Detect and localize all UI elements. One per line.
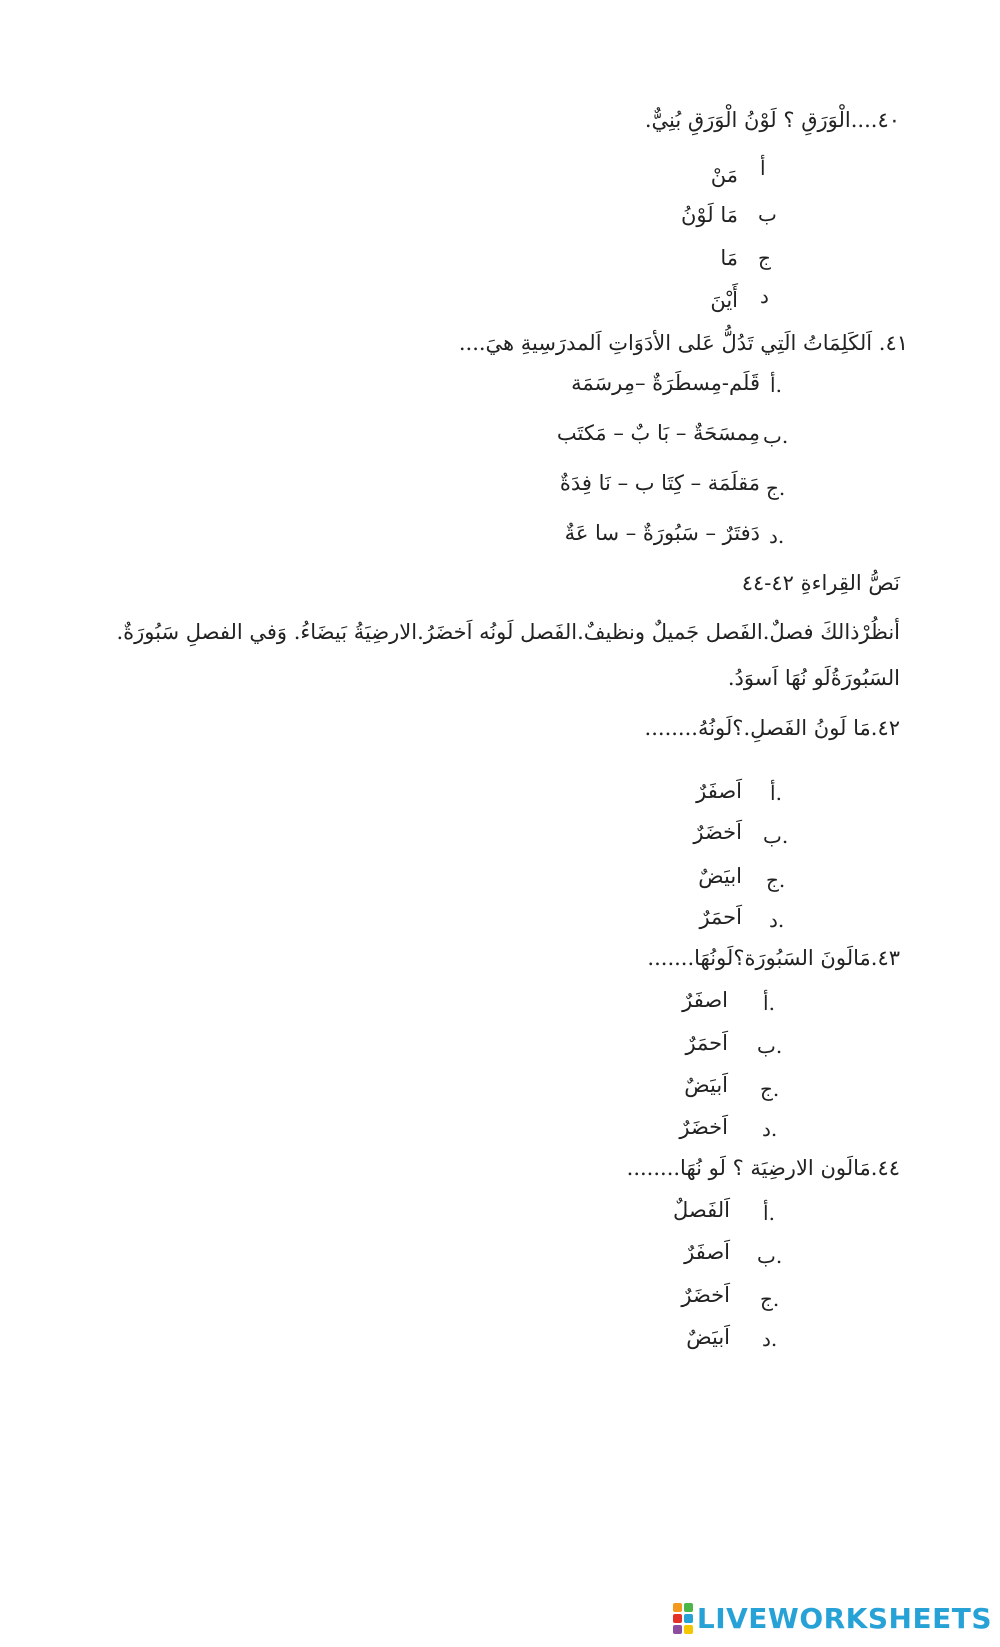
q44-option-c-text[interactable]: اَخضَرٌ	[681, 1283, 730, 1307]
liveworksheets-logo	[673, 1602, 992, 1635]
q41-option-b-letter: ب.	[763, 424, 789, 448]
logo-color-block	[673, 1625, 682, 1634]
q43-option-d-text[interactable]: اَخضَرٌ	[679, 1115, 728, 1139]
logo-color-block	[684, 1614, 693, 1623]
q40-option-b-letter: ب	[758, 202, 777, 226]
q44-option-b-letter: ب.	[757, 1244, 783, 1268]
logo-color-block	[684, 1603, 693, 1612]
q41-option-c-text[interactable]: مَقلَمَة – كِتَا ب – نَا فِدَةٌ	[559, 471, 760, 495]
logo-color-block	[673, 1603, 682, 1612]
question-44-stem: ٤٤.مَالَون الارضِيَة ؟ لَو نُهَا........	[626, 1156, 900, 1180]
q43-option-a-text[interactable]: اصفَرٌ	[682, 988, 728, 1012]
q41-option-d-letter: د.	[769, 524, 785, 548]
q40-option-b-text[interactable]: مَا لَوْنُ	[681, 203, 738, 227]
q40-option-a-text[interactable]: مَنْ	[710, 163, 738, 187]
q44-option-a-text[interactable]: اَلفَصلٌ	[673, 1198, 730, 1222]
q41-option-c-letter: ج.	[766, 476, 786, 500]
reading-title: نَصُّ القِراءةِ ٤٢-٤٤	[741, 571, 900, 595]
q44-option-b-text[interactable]: اَصفَرٌ	[684, 1240, 730, 1264]
q43-option-b-letter: ب.	[757, 1034, 783, 1058]
q42-option-c-text[interactable]: ابيَضٌ	[698, 864, 742, 888]
q44-option-c-letter: ج.	[760, 1287, 780, 1311]
q43-option-c-letter: ج.	[760, 1077, 780, 1101]
q42-option-a-letter: أ.	[770, 781, 782, 805]
q43-option-c-text[interactable]: اَبيَضٌ	[684, 1073, 728, 1097]
q43-option-b-text[interactable]: اَحمَرٌ	[685, 1031, 728, 1055]
q42-option-c-letter: ج.	[766, 868, 786, 892]
question-40-stem: ٤٠....الْوَرَقِ ؟ لَوْنُ الْوَرَقِ بُنِيٌّ.	[644, 108, 900, 132]
q44-option-a-letter: أ.	[763, 1201, 775, 1225]
logo-color-block	[684, 1625, 693, 1634]
q40-option-c-text[interactable]: مَا	[720, 246, 738, 270]
q43-option-a-letter: أ.	[763, 991, 775, 1015]
liveworksheets-logo-icon	[673, 1603, 693, 1634]
q42-option-d-letter: د.	[769, 908, 785, 932]
q41-option-a-letter: أ.	[770, 373, 782, 397]
liveworksheets-logo-text: LIVEWORKSHEETS	[696, 1602, 992, 1635]
q42-option-b-text[interactable]: اَخضَرٌ	[693, 820, 742, 844]
q40-option-d-letter: د	[760, 284, 769, 308]
q44-option-d-letter: د.	[762, 1327, 778, 1351]
q40-option-d-text[interactable]: أَيْنَ	[710, 288, 738, 312]
q41-option-b-text[interactable]: مِمسَحَةٌ – بَا بٌ – مَكتَب	[556, 421, 760, 445]
q43-option-d-letter: د.	[762, 1117, 778, 1141]
question-42-stem: ٤٢.مَا لَونُ الفَصلِ.؟لَونُهُ........	[644, 716, 900, 740]
question-41-stem: ٤١. اَلكَلِمَاتُ الَتِي تَدُلُّ عَلى الأدَوَاتِ اَلمدرَسِيةِ هيَ....	[458, 331, 908, 355]
q40-option-c-letter: ج	[758, 246, 771, 270]
q42-option-a-text[interactable]: اَصفَرٌ	[696, 779, 742, 803]
question-43-stem: ٤٣.مَالَونَ السَبُورَة؟لَونُهَا.......	[647, 946, 900, 970]
q42-option-b-letter: ب.	[763, 824, 789, 848]
q44-option-d-text[interactable]: اَبيَضٌ	[686, 1325, 730, 1349]
q42-option-d-text[interactable]: اَحمَرٌ	[699, 905, 742, 929]
reading-text-line-2: السَبُورَةُلَو نُهَا اَسوَدُ.	[727, 666, 900, 690]
q41-option-a-text[interactable]: قَلَم-مِسطَرَةٌ –مِرسَمَة	[571, 371, 760, 395]
q40-option-a-letter: أ	[760, 156, 766, 180]
logo-color-block	[673, 1614, 682, 1623]
q41-option-d-text[interactable]: دَفتَرٌ – سَبُورَةٌ – سا عَةٌ	[564, 521, 760, 545]
reading-text-line-1: أنظُرْذالكَ فصلٌ.الفَصل جَميلٌ ونظيفٌ.الفَصل لَونُه اَخضَرُ.الارضِيَةُ بَيضَاءُ. وَفي الفصلِ سَبُورَةٌ.	[116, 620, 900, 644]
